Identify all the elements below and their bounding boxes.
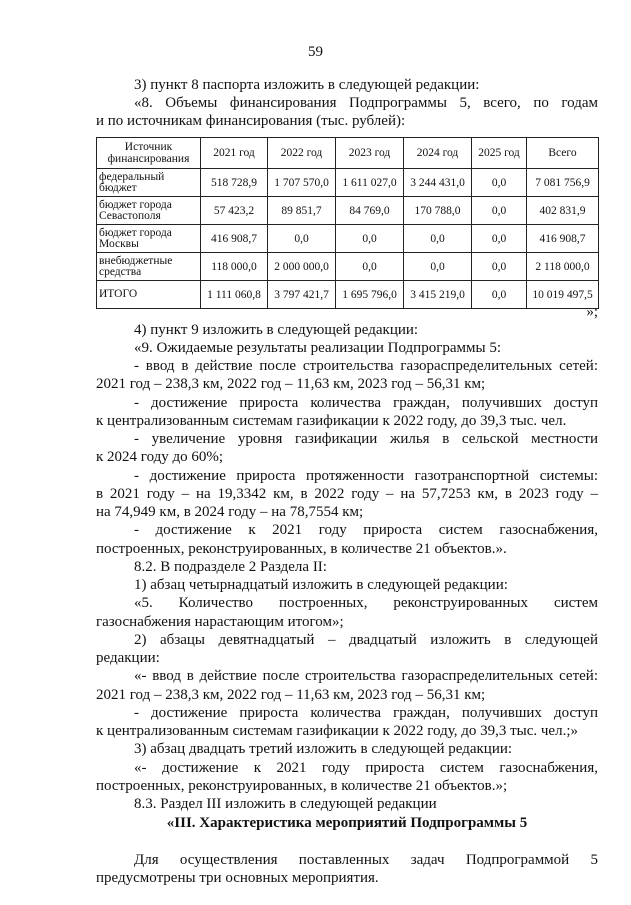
cell-total: 7 081 756,9 [527, 169, 599, 197]
header-2024: 2024 год [404, 138, 472, 169]
text-line: 1) абзац четырнадцатый изложить в следующей редакции: [134, 577, 508, 593]
row-source: ИТОГО [97, 281, 201, 309]
table-row [97, 253, 599, 281]
row-source: федеральный бюджет [97, 169, 201, 197]
text-line: - достижение прироста протяженности газотранспортной системы: [134, 468, 598, 484]
cell-value: 118 000,0 [201, 253, 268, 281]
cell-value: 57 423,2 [201, 197, 268, 225]
cell-value: 0,0 [472, 169, 527, 197]
cell-value: 1 695 796,0 [336, 281, 404, 309]
text-line: 3) абзац двадцать третий изложить в следующей редакции: [134, 741, 513, 757]
row-source: внебюджетные средства [97, 253, 201, 281]
text-line: построенных, реконструированных, в количестве 21 объектов.». [96, 541, 507, 557]
cell-value: 3 415 219,0 [404, 281, 472, 309]
table-header-row [97, 138, 599, 169]
text-line: на 74,949 км, в 2024 году – на 78,7554 км; [96, 504, 364, 520]
cell-value: 1 707 570,0 [268, 169, 336, 197]
text-line: 8.2. В подразделе 2 Раздела II: [134, 559, 327, 575]
text-line: - достижение прироста количества граждан, получивших доступ [134, 705, 598, 721]
text-line: - достижение к 2021 году прироста систем газоснабжения, [134, 522, 598, 538]
cell-value: 0,0 [472, 225, 527, 253]
text-line: 2021 год – 238,3 км, 2022 год – 11,63 км, 2023 год – 56,31 км; [96, 376, 486, 392]
text-line: - ввод в действие после строительства газораспределительных сетей: [134, 358, 598, 374]
header-2021: 2021 год [201, 138, 268, 169]
cell-value: 1 111 060,8 [201, 281, 268, 309]
text-line: газоснабжения нарастающим итогом»; [96, 614, 344, 630]
text-line: построенных, реконструированных, в количестве 21 объектов.»; [96, 778, 508, 794]
text-line: «5. Количество построенных, реконструированных систем [134, 595, 598, 611]
intro-item-3: 3) пункт 8 паспорта изложить в следующей редакции: [134, 77, 480, 93]
header-2025: 2025 год [472, 138, 527, 169]
text-line: 8.3. Раздел III изложить в следующей редакции [134, 796, 437, 812]
table-row [97, 169, 599, 197]
row-source: бюджет города Севастополя [97, 197, 201, 225]
cell-value: 3 244 431,0 [404, 169, 472, 197]
cell-value: 0,0 [472, 281, 527, 309]
cell-value: 89 851,7 [268, 197, 336, 225]
cell-value: 3 797 421,7 [268, 281, 336, 309]
cell-value: 0,0 [336, 225, 404, 253]
text-line: 2021 год – 238,3 км, 2022 год – 11,63 км, 2023 год – 56,31 км; [96, 687, 486, 703]
text-line: в 2021 году – на 19,3342 км, в 2022 году – на 57,7253 км, в 2023 году – [96, 486, 598, 502]
cell-value: 0,0 [268, 225, 336, 253]
text-line: - достижение прироста количества граждан, получивших доступ [134, 395, 598, 411]
cell-total: 10 019 497,5 [527, 281, 599, 309]
header-total: Всего [527, 138, 599, 169]
table-row [97, 225, 599, 253]
text-line: «- достижение к 2021 году прироста систем газоснабжения, [134, 760, 598, 776]
text-line: к централизованным системам газификации к 2022 году, до 39,3 тыс. чел. [96, 413, 567, 429]
intro-item-8-line1: «8. Объемы финансирования Подпрограммы 5, всего, по годам [134, 95, 598, 111]
cell-value: 0,0 [472, 253, 527, 281]
final-line-2: предусмотрены три основных мероприятия. [96, 870, 379, 886]
text-line: к централизованным системам газификации к 2022 году, до 39,3 тыс. чел.;» [96, 723, 578, 739]
cell-value: 0,0 [404, 253, 472, 281]
text-line: к 2024 году до 60%; [96, 449, 224, 465]
final-line-1: Для осуществления поставленных задач Подпрограммой 5 [134, 852, 598, 868]
text-line: редакции: [96, 650, 160, 666]
table-close-mark: »; [586, 304, 598, 320]
header-2022: 2022 год [268, 138, 336, 169]
cell-value: 84 769,0 [336, 197, 404, 225]
cell-total: 402 831,9 [527, 197, 599, 225]
cell-value: 2 000 000,0 [268, 253, 336, 281]
text-line: 2) абзацы девятнадцатый – двадцатый изложить в следующей [134, 632, 598, 648]
section-heading: «III. Характеристика мероприятий Подпрограммы 5 [166, 815, 528, 831]
cell-total: 2 118 000,0 [527, 253, 599, 281]
cell-value: 170 788,0 [404, 197, 472, 225]
cell-value: 0,0 [472, 197, 527, 225]
intro-item-8-line2: и по источникам финансирования (тыс. рублей): [96, 113, 406, 129]
cell-value: 0,0 [404, 225, 472, 253]
text-line: - увеличение уровня газификации жилья в сельской местности [134, 431, 598, 447]
cell-value: 416 908,7 [201, 225, 268, 253]
row-source: бюджет города Москвы [97, 225, 201, 253]
header-source: Источник финансирования [97, 138, 201, 169]
header-2023: 2023 год [336, 138, 404, 169]
text-line: 4) пункт 9 изложить в следующей редакции: [134, 322, 419, 338]
cell-total: 416 908,7 [527, 225, 599, 253]
text-line: «9. Ожидаемые результаты реализации Подпрограммы 5: [134, 340, 501, 356]
page-number: 59 [308, 44, 323, 60]
cell-value: 518 728,9 [201, 169, 268, 197]
cell-value: 1 611 027,0 [336, 169, 404, 197]
table-row [97, 197, 599, 225]
text-line: «- ввод в действие после строительства газораспределительных сетей: [134, 668, 598, 684]
financing-table [96, 137, 599, 309]
cell-value: 0,0 [336, 253, 404, 281]
